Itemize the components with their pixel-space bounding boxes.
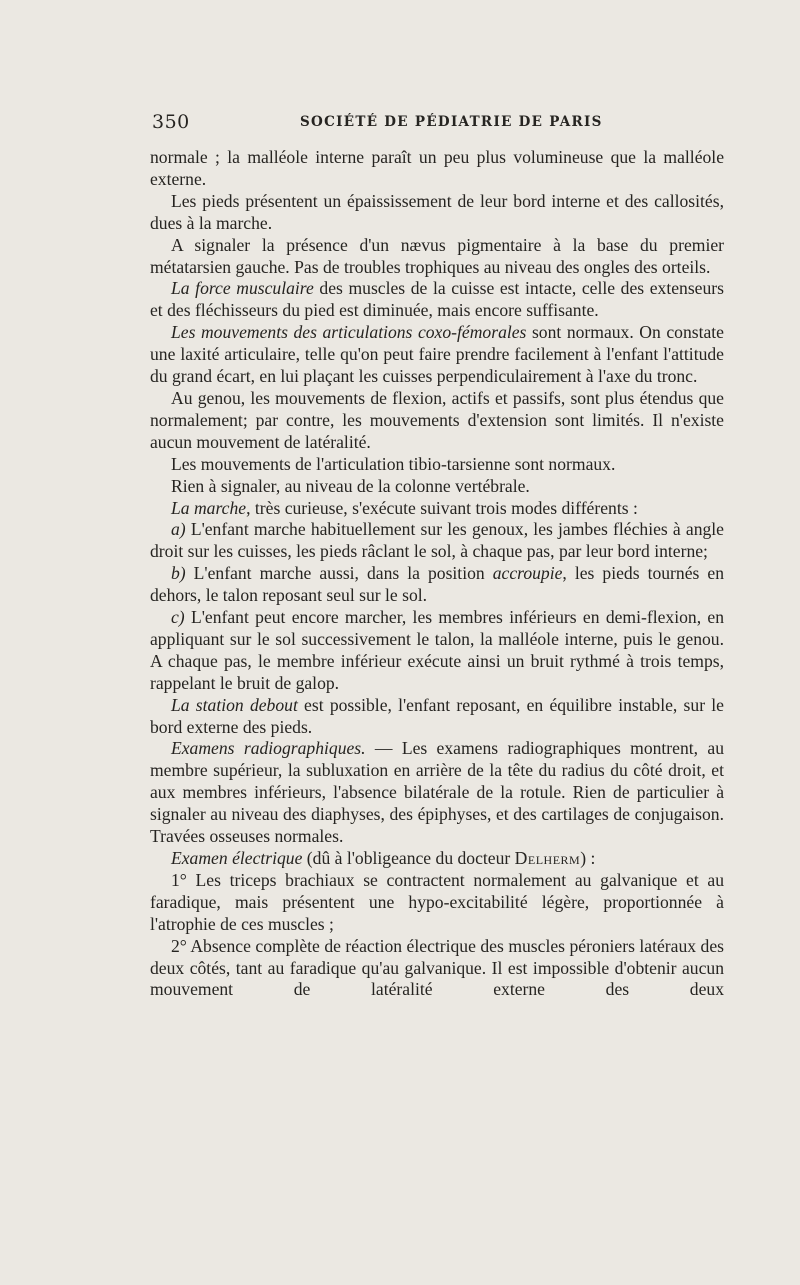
paragraph: Les mouvements des articulations coxo-fémorales sont normaux. On constate une laxité articulaire, telle qu'on peut faire prendre facilement à l'enfant l'attitude du grand écart, en lui plaçant les cuisses perpendiculairement à l'axe du tronc. bbox=[150, 322, 724, 387]
list-item: a) L'enfant marche habituellement sur les genoux, les jambes fléchies à angle droit sur les cuisses, les pieds râclant le sol, à chaque pas, par leur bord interne; bbox=[150, 519, 724, 562]
paragraph: Examen électrique (dû à l'obligeance du docteur Delherm) : bbox=[171, 848, 596, 868]
paragraph: normale ; la malléole interne paraît un peu plus volumineuse que la malléole externe. bbox=[150, 147, 724, 189]
list-marker: c) bbox=[171, 607, 185, 628]
paragraph-lead: Examen électrique bbox=[171, 848, 303, 868]
paragraph: La force musculaire des muscles de la cuisse est intacte, celle des extenseurs et des fléchisseurs du pied est diminuée, mais encore suffisante. bbox=[150, 278, 724, 321]
list-item: c) L'enfant peut encore marcher, les membres inférieurs en demi-flexion, en appliquant sur le sol successivement le talon, la malléole interne, puis le genou. A chaque pas, le membre inférieur exécute ainsi un bruit rythmé à trois temps, rappelant le bruit de galop. bbox=[150, 607, 724, 693]
paragraph-lead: Les mouvements des articulations coxo-fémorales bbox=[171, 322, 527, 343]
body-text bbox=[150, 147, 724, 1001]
paragraph-lead: La force musculaire bbox=[171, 278, 314, 299]
list-marker: b) bbox=[171, 563, 186, 584]
paragraph-lead: La station debout bbox=[171, 694, 298, 715]
paragraph: Au genou, les mouvements de flexion, actifs et passifs, sont plus étendus que normalement; par contre, les mouvements d'extension sont limités. Il n'existe aucun mouvement de latéralité. bbox=[150, 387, 724, 452]
list-item: 2° Absence complète de réaction électrique des muscles péroniers latéraux des deux côtés, tant au faradique qu'au galvanique. Il est impossible d'obtenir aucun mouvement de latéralité externe des deux bbox=[150, 935, 724, 1000]
paragraph-lead: Examens radiographiques. bbox=[171, 738, 366, 759]
page-header bbox=[152, 111, 722, 135]
paragraph: Examens radiographiques. — Les examens radiographiques montrent, au membre supérieur, la subluxation en arrière de la tête du radius du côté droit, et aux membres inférieurs, l'absence bilatérale de la rotule. Rien de particulier à signaler au niveau des diaphyses, des épiphyses, et des cartilages de conjugaison. Travées osseuses normales. bbox=[150, 738, 724, 847]
list-item: b) L'enfant marche aussi, dans la position accroupie, les pieds tournés en dehors, le talon reposant seul sur le sol. bbox=[150, 563, 725, 606]
list-item: 1° Les triceps brachiaux se contractent normalement au galvanique et au faradique, mais présentent une hypo-excitabilité légère, proportionnée à l'atrophie de ces muscles ; bbox=[150, 869, 724, 934]
page-number: 350 bbox=[152, 111, 190, 133]
running-title: SOCIÉTÉ DE PÉDIATRIE DE PARIS bbox=[300, 114, 603, 130]
paragraph-lead: La marche bbox=[171, 497, 247, 518]
paragraph: Rien à signaler, au niveau de la colonne vertébrale. bbox=[171, 475, 530, 496]
paragraph: Les mouvements de l'articulation tibio-tarsienne sont normaux. bbox=[171, 453, 616, 474]
paragraph: A signaler la présence d'un nævus pigmentaire à la base du premier métatarsien gauche. Pas de troubles trophiques au niveau des ongles des orteils. bbox=[150, 234, 724, 277]
paragraph: La marche, très curieuse, s'exécute suivant trois modes différents : bbox=[171, 497, 638, 518]
paragraph: La station debout est possible, l'enfant reposant, en équilibre instable, sur le bord externe des pieds. bbox=[150, 694, 724, 737]
author-name: Delherm bbox=[514, 848, 581, 868]
list-marker: a) bbox=[171, 519, 186, 540]
paragraph: Les pieds présentent un épaississement de leur bord interne et des callosités, dues à la marche. bbox=[150, 190, 724, 233]
